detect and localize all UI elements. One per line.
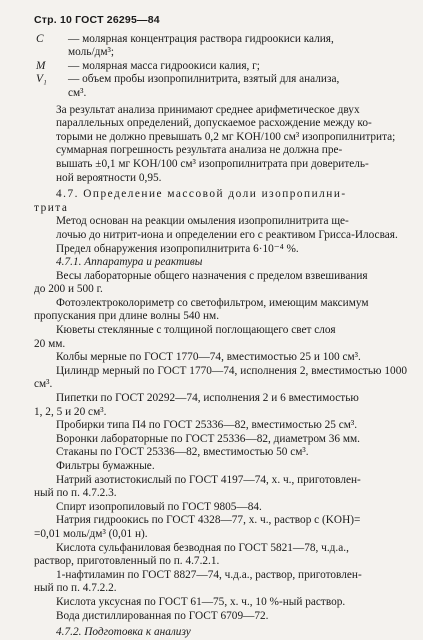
subsection-heading-4-7-2: 4.7.2. Подготовка к анализу <box>56 626 191 639</box>
definition-symbol: V₁ <box>36 73 47 86</box>
definition-item <box>34 60 407 74</box>
reagent-item: Спирт изопропиловый по ГОСТ 9805—84. <box>56 500 262 513</box>
reagent-item: Кислота сульфаниловая безводная по ГОСТ 5821—78, ч.д.а., раствор, приготовленный по п. 4.7.2.1. <box>34 541 349 568</box>
reagent-item: Пробирки типа П4 по ГОСТ 25336—82, вместимостью 25 см³. <box>56 419 358 432</box>
reagent-item: Кислота уксусная по ГОСТ 61—75, х. ч., 10 %-ный раствор. <box>56 595 346 608</box>
detection-limit: Предел обнаружения изопропилнитрита 6·10⁻⁴ %. <box>56 242 299 255</box>
reagent-item: Весы лабораторные общего назначения с пределом взвешивания до 200 и 500 г. <box>34 269 368 296</box>
definition-symbol: C <box>36 32 44 45</box>
reagent-item: Цилиндр мерный по ГОСТ 1770—74, исполнения 2, вместимостью 1000 см³. <box>34 364 407 391</box>
definition-text: — объем пробы изопропилнитрита, взятый для анализа, см³. <box>68 73 340 99</box>
paragraph-result: За результат анализа принимают среднее арифметическое двух параллельных определений, допускаемое расхождение между ко- торыми не должно превышать 0,2 мг KOH/100 см³ изопропилнитрита; суммарная погрешность результата анализа не должна пре- вышать ±0,1 мг KOH/100 см³ изопропилнитрата при доверитель- ной вероятности 0,95. <box>56 103 396 184</box>
document-body <box>34 101 407 640</box>
definition-text: — молярная масса гидроокиси калия, г; <box>68 59 260 72</box>
page-header: Стр. 10 ГОСТ 26295—84 <box>34 14 160 26</box>
definition-item <box>34 33 407 60</box>
definition-item <box>34 73 407 100</box>
reagent-item: 1-нафтиламин по ГОСТ 8827—74, ч.д.а., раствор, приготовлен- ный по п. 4.7.2.2. <box>34 568 362 595</box>
reagent-item: Натрия гидроокись по ГОСТ 4328—77, х. ч., раствор c (KOH)= =0,01 моль/дм³ (0,01 н). <box>34 514 361 540</box>
subsection-heading-4-7-1: 4.7.1. Аппаратура и реактивы <box>56 256 203 269</box>
definition-text: — молярная концентрация раствора гидроокиси калия, моль/дм³; <box>68 32 334 59</box>
reagent-item: Стаканы по ГОСТ 25336—82, вместимостью 50 см³. <box>56 446 309 459</box>
reagent-item: Пипетки по ГОСТ 20292—74, исполнения 2 и 6 вместимостью 1, 2, 5 и 20 см³. <box>34 392 359 418</box>
reagent-item: Кюветы стеклянные с толщиной поглощающего свет слоя 20 мм. <box>34 324 336 350</box>
reagent-item: Фотоэлектроколориметр со светофильтром, имеющим максимум пропускания при длине волны 540 нм. <box>34 296 369 323</box>
reagent-item: Воронки лабораторные по ГОСТ 25336—82, диаметром 36 мм. <box>56 432 361 445</box>
reagent-item: Натрий азотистокислый по ГОСТ 4197—74, х. ч., приготовлен- ный по п. 4.7.2.3. <box>34 473 361 500</box>
reagent-item: Колбы мерные по ГОСТ 1770—74, вместимостью 25 и 100 см³. <box>56 351 361 364</box>
paragraph-method: Метод основан на реакции омыления изопропилнитрита ще- лочью до нитрит-иона и определении его с реактивом Грисса-Илосвая. <box>56 215 398 241</box>
reagent-item: Фильтры бумажные. <box>56 460 155 472</box>
reagent-item: Вода дистиллированная по ГОСТ 6709—72. <box>56 609 269 622</box>
definition-symbol: M <box>36 59 46 72</box>
definitions-list <box>34 33 407 101</box>
section-heading-4-7: 4.7. Определение массовой доли изопропилни- трита <box>34 188 347 214</box>
